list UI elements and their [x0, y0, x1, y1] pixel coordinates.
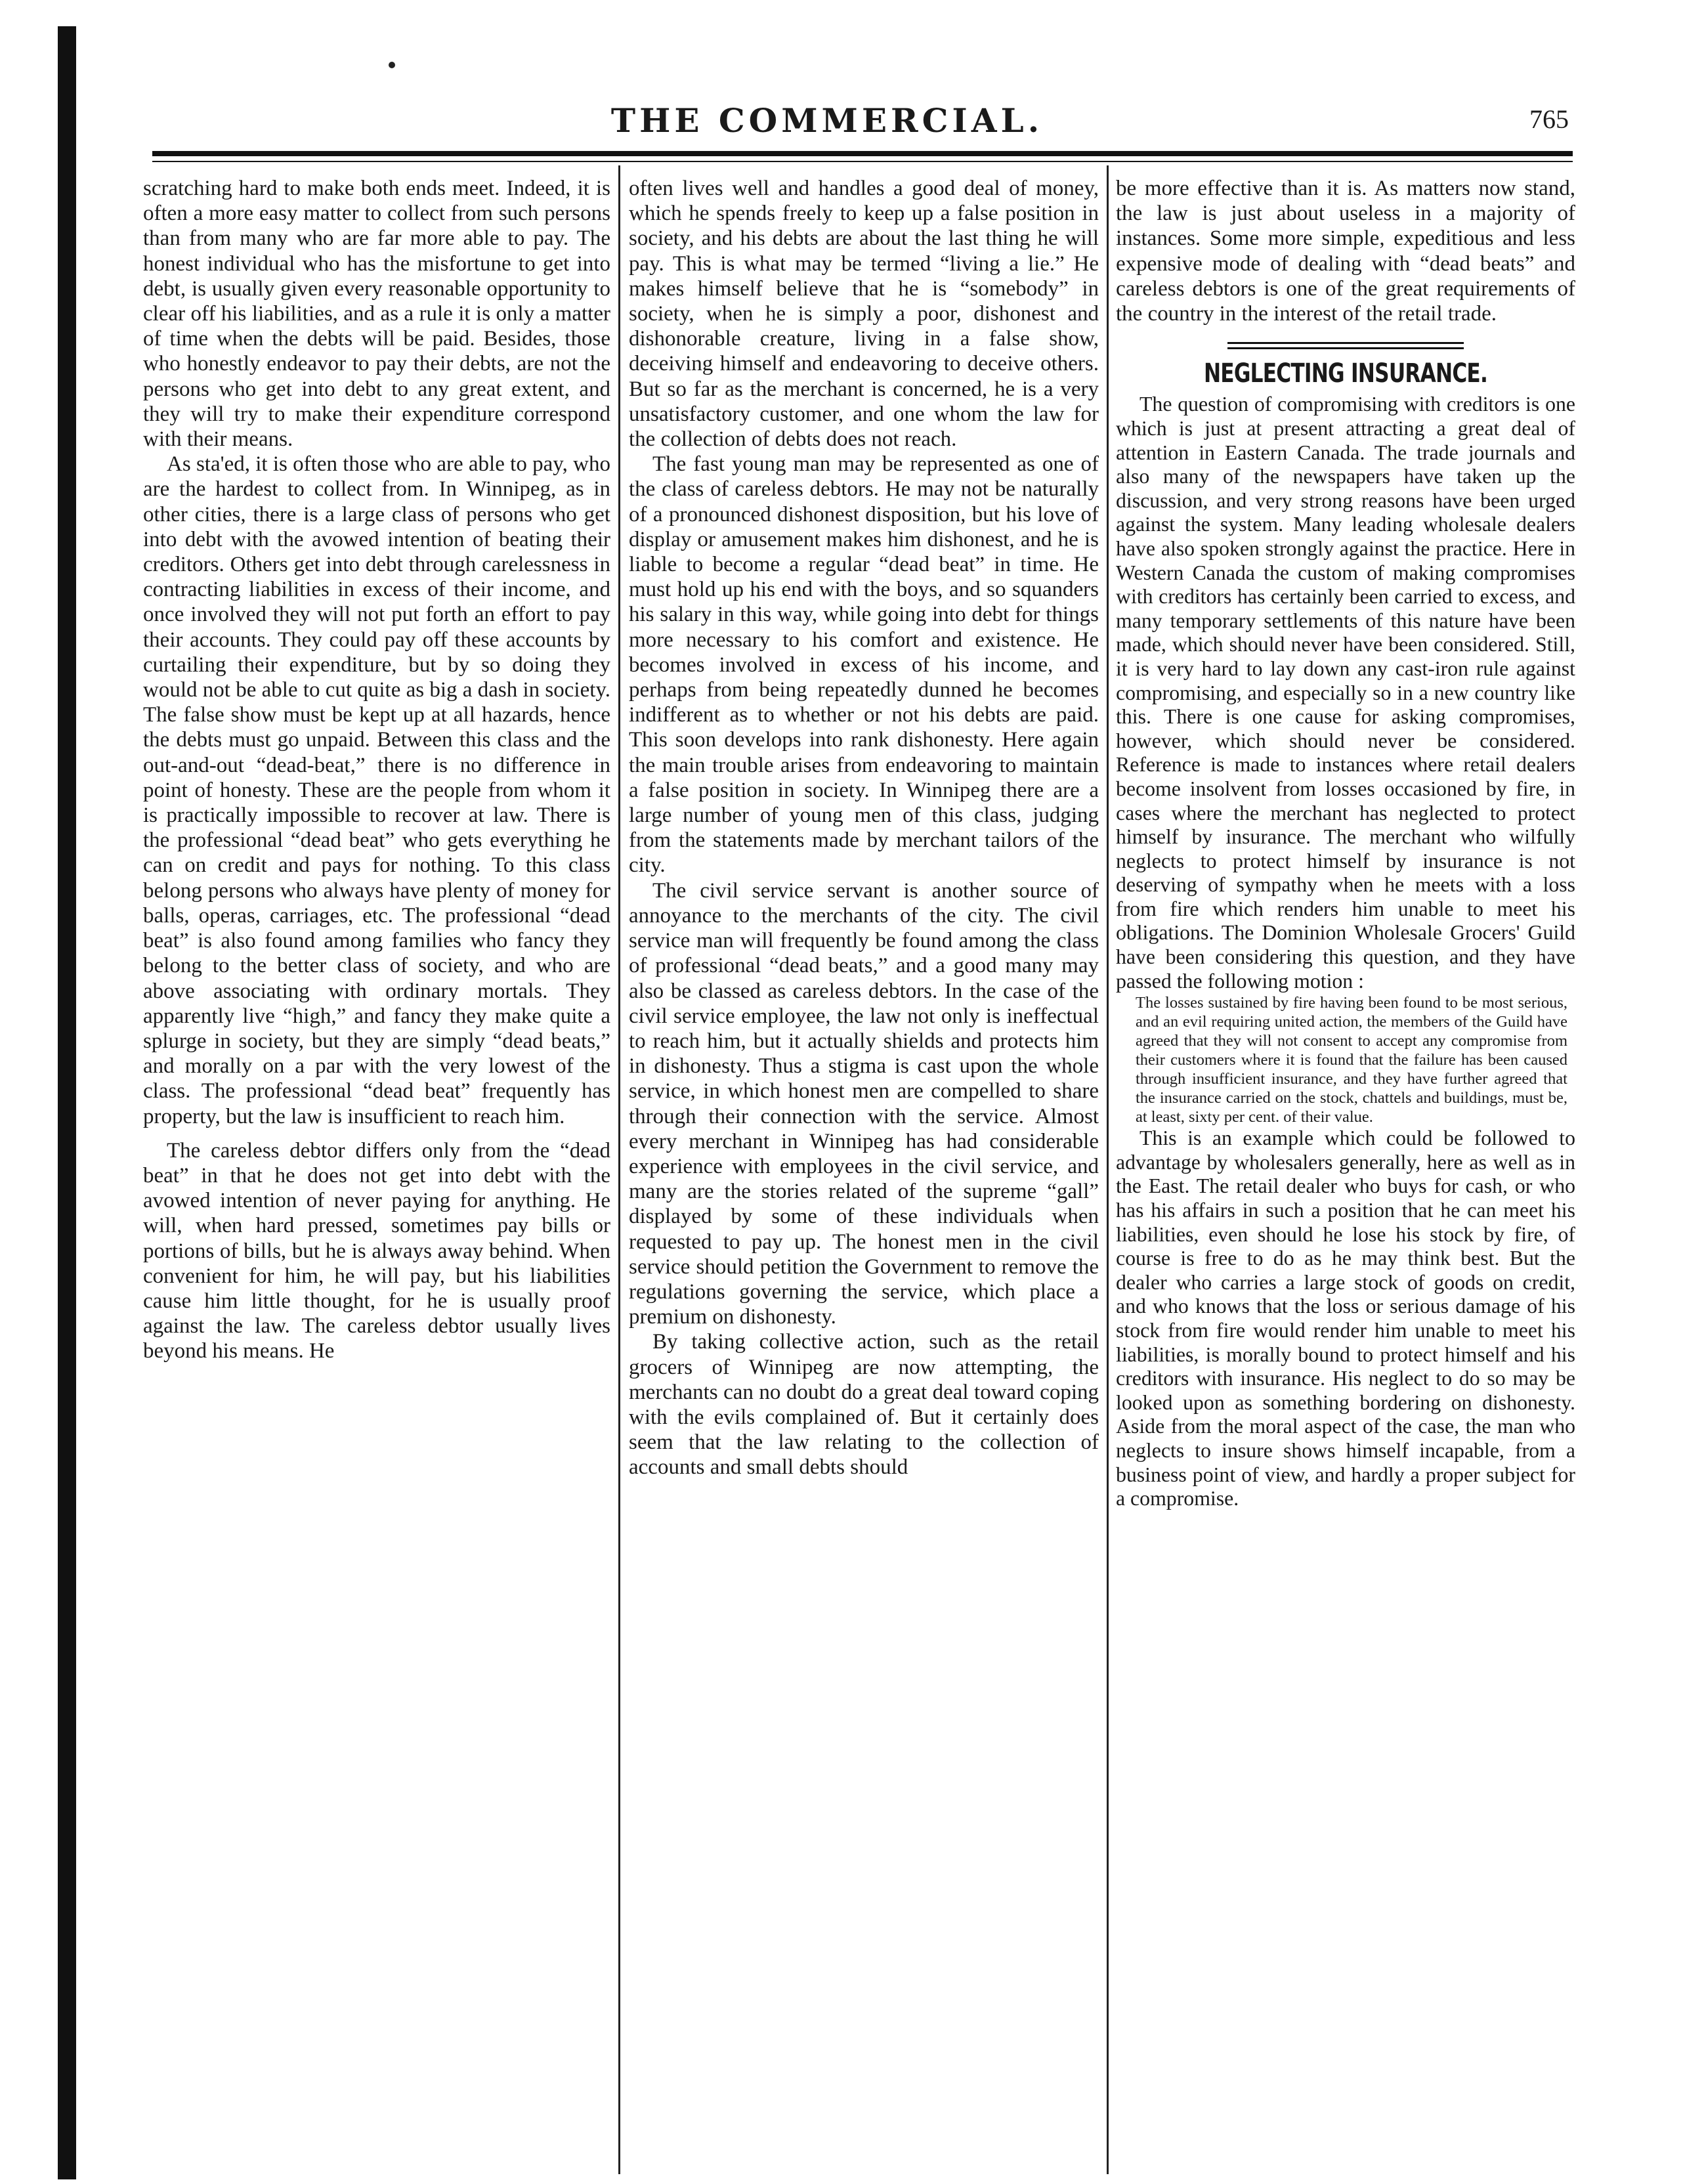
paragraph: This is an example which could be followed to advantage by wholesalers generally, here as well as in the East. The retail dealer who buys for cash, or who has his affairs in such a position that he can meet his liabilities, even should he lose his stock by fire, of course is free to do as he may think best. But the dealer who carries a large stock of goods on credit, and who knows that the loss or serious damage of his stock from fire would render him unable to meet his liabilities, is morally bound to protect himself and his creditors with insurance. His neglect to do so may be looked upon as something bordering on dishonesty. Aside from the moral aspect of the case, the man who neglects to insure shows himself incapable, from a business point of view, and hardly a proper subject for a compromise. [1116, 1126, 1575, 1510]
paragraph: As sta'ed, it is often those who are able to pay, who are the hardest to collect from. In Winnipeg, as in other cities, there is a large class of persons who get into debt with the avowed intention of beating their creditors. Others get into debt through carelessness in contracting liabilities in excess of their income, and once involved they will not put forth an effort to pay their accounts. They could pay off these accounts by curtailing their expenditure, but by so doing they would not be able to cut quite as big a dash in society. The false show must be kept up at all hazards, hence the debts must go unpaid. Between this class and the out-and-out “dead-beat,” there is no difference in point of honesty. These are the people from whom it is practically impossible to recover at law. There is the professional “dead beat” who gets everything he can on credit and pays for nothing. To this class belong persons who always have plenty of money for balls, operas, carriages, etc. The professional “dead beat” is also found among families who fancy they belong to the better class of society, and who are above associating with ordinary mortals. They apparently live “high,” and fancy they make quite a splurge in society, but they are simply “dead beats,” and morally on a par with the very lowest of the class. The professional “dead beat” frequently has property, but the law is insufficient to reach him. [143, 452, 610, 1128]
paragraph: The careless debtor differs only from the “dead beat” in that he does not get into debt with the avowed intention of never paying for anything. He will, when hard pressed, sometimes pay bills or portions of bills, but he is always away behind. When convenient for him, he will pay, but his liabilities cause him little thought, for he is usually proof against the law. The careless debtor usually lives beyond his means. He [143, 1138, 610, 1363]
paragraph: often lives well and handles a good deal of money, which he spends freely to keep up a false position in society, and his debts are about the last thing he will pay. This is what may be termed “living a lie.” He makes himself believe that he is “somebody” in society, when he is simply a poor, dishonest and dishonorable creature, living in a false show, deceiving himself and endeavoring to deceive others. But so far as the merchant is concerned, he is a very unsatisfactory customer, and one whom the law for the collection of debts does not reach. [629, 177, 1099, 452]
paragraph: scratching hard to make both ends meet. Indeed, it is often a more easy matter to collect from such persons than from many who are far more able to pay. The honest individual who has the misfortune to get into debt, is usually given every reasonable opportunity to clear off his liabilities, and as a rule it is only a matter of time when the debts will be paid. Besides, those who honestly endeavor to pay their debts, are not the persons who get into debt to any great extent, and they will try to make their expenditure correspond with their means. [143, 177, 610, 452]
publication-title: THE COMMERCIAL. [610, 101, 1044, 140]
header-rule-thick [152, 151, 1573, 156]
paragraph: The civil service servant is another source of annoyance to the merchants of the city. The civil service man will frequently be found among the class of professional “dead beats,” and a good many may also be classed as careless debtors. In the case of the civil service employee, the law not only is ineffectual to reach him, but it actually shields and protects him in dishonesty. Thus a stigma is cast upon the whole service, in which honest men are compelled to share through their connection with the service. Almost every merchant in Winnipeg has had considerable experience with employees in the civil service, and many are the stories related of the supreme “gall” displayed by some of these individuals when requested to pay up. The honest men in the civil service should petition the Government to remove the regulations governing the service, which place a premium on dishonesty. [629, 878, 1099, 1329]
paragraph: The fast young man may be represented as one of the class of careless debtors. He may not be naturally of a pronounced dishonest disposition, but his love of display or amusement makes him dishonest, and he is liable to become a regular “dead beat” in time. He must hold up his end with the boys, and so squanders his salary in this way, while going into debt for things more necessary to his comfort and existence. He becomes involved in excess of his income, and perhaps from being repeatedly dunned he becomes indifferent as to whether or not his debts are paid. This soon develops into rank dishonesty. Here again the main trouble arises from endeavoring to maintain a false position in society. In Winnipeg there are a large number of young men of this class, judging from the statements made by merchant tailors of the city. [629, 452, 1099, 878]
masthead [85, 97, 1569, 143]
header-rule-thin [152, 161, 1573, 162]
column-2 [629, 176, 1099, 1480]
page-number: 765 [1529, 104, 1569, 134]
column-3 [1116, 176, 1575, 1511]
section-rule [1227, 342, 1464, 349]
block-quote: The losses sustained by fire having been found to be most serious, and an evil requiring united action, the members of the Guild have agreed that they will not consent to accept any compromise from their customers where it is found that the failure has been caused through insufficient insurance, and they have further agreed that the insurance carried on the stock, chattels and buildings, must be, at least, sixty per cent. of their value. [1136, 994, 1567, 1126]
paragraph: By taking collective action, such as the retail grocers of Winnipeg are now attempting, the merchants can no doubt do a great deal toward coping with the evils complained of. But it certainly does seem that the law relating to the collection of accounts and small debts should [629, 1330, 1099, 1480]
column-divider-2 [1107, 165, 1109, 2174]
paragraph: The question of compromising with creditors is one which is just at present attracting a great deal of attention in Eastern Canada. The trade journals and also many of the newspapers have taken up the discussion, and very strong reasons have been urged against the system. Many leading wholesale dealers have also spoken strongly against the practice. Here in Western Canada the custom of making compromises with creditors has certainly been carried to excess, and many temporary settlements of this nature have been made, which should never have been considered. Still, it is very hard to lay down any cast-iron rule against compromising, and especially so in a new country like this. There is one cause for asking compromises, however, which should never be considered. Reference is made to instances where retail dealers become insolvent from losses occasioned by fire, in cases where the merchant has neglected to protect himself by insurance. The merchant who wilfully neglects to protect himself by insurance is not deserving of sympathy when he meets with a loss from fire which renders him unable to meet his obligations. The Dominion Wholesale Grocers' Guild have been considering this question, and they have passed the following motion : [1116, 393, 1575, 993]
binding-edge [58, 26, 76, 2179]
column-1 [143, 176, 610, 1364]
column-divider-1 [618, 165, 620, 2174]
paragraph: be more effective than it is. As matters now stand, the law is just about useless in a majority of instances. Some more simple, expeditious and less expensive mode of dealing with “dead beats” and careless debtors is one of the great requirements of the country in the interest of the retail trade. [1116, 177, 1575, 326]
section-heading: NEGLECTING INSURANCE. [1203, 358, 1488, 389]
print-speck [389, 62, 395, 68]
